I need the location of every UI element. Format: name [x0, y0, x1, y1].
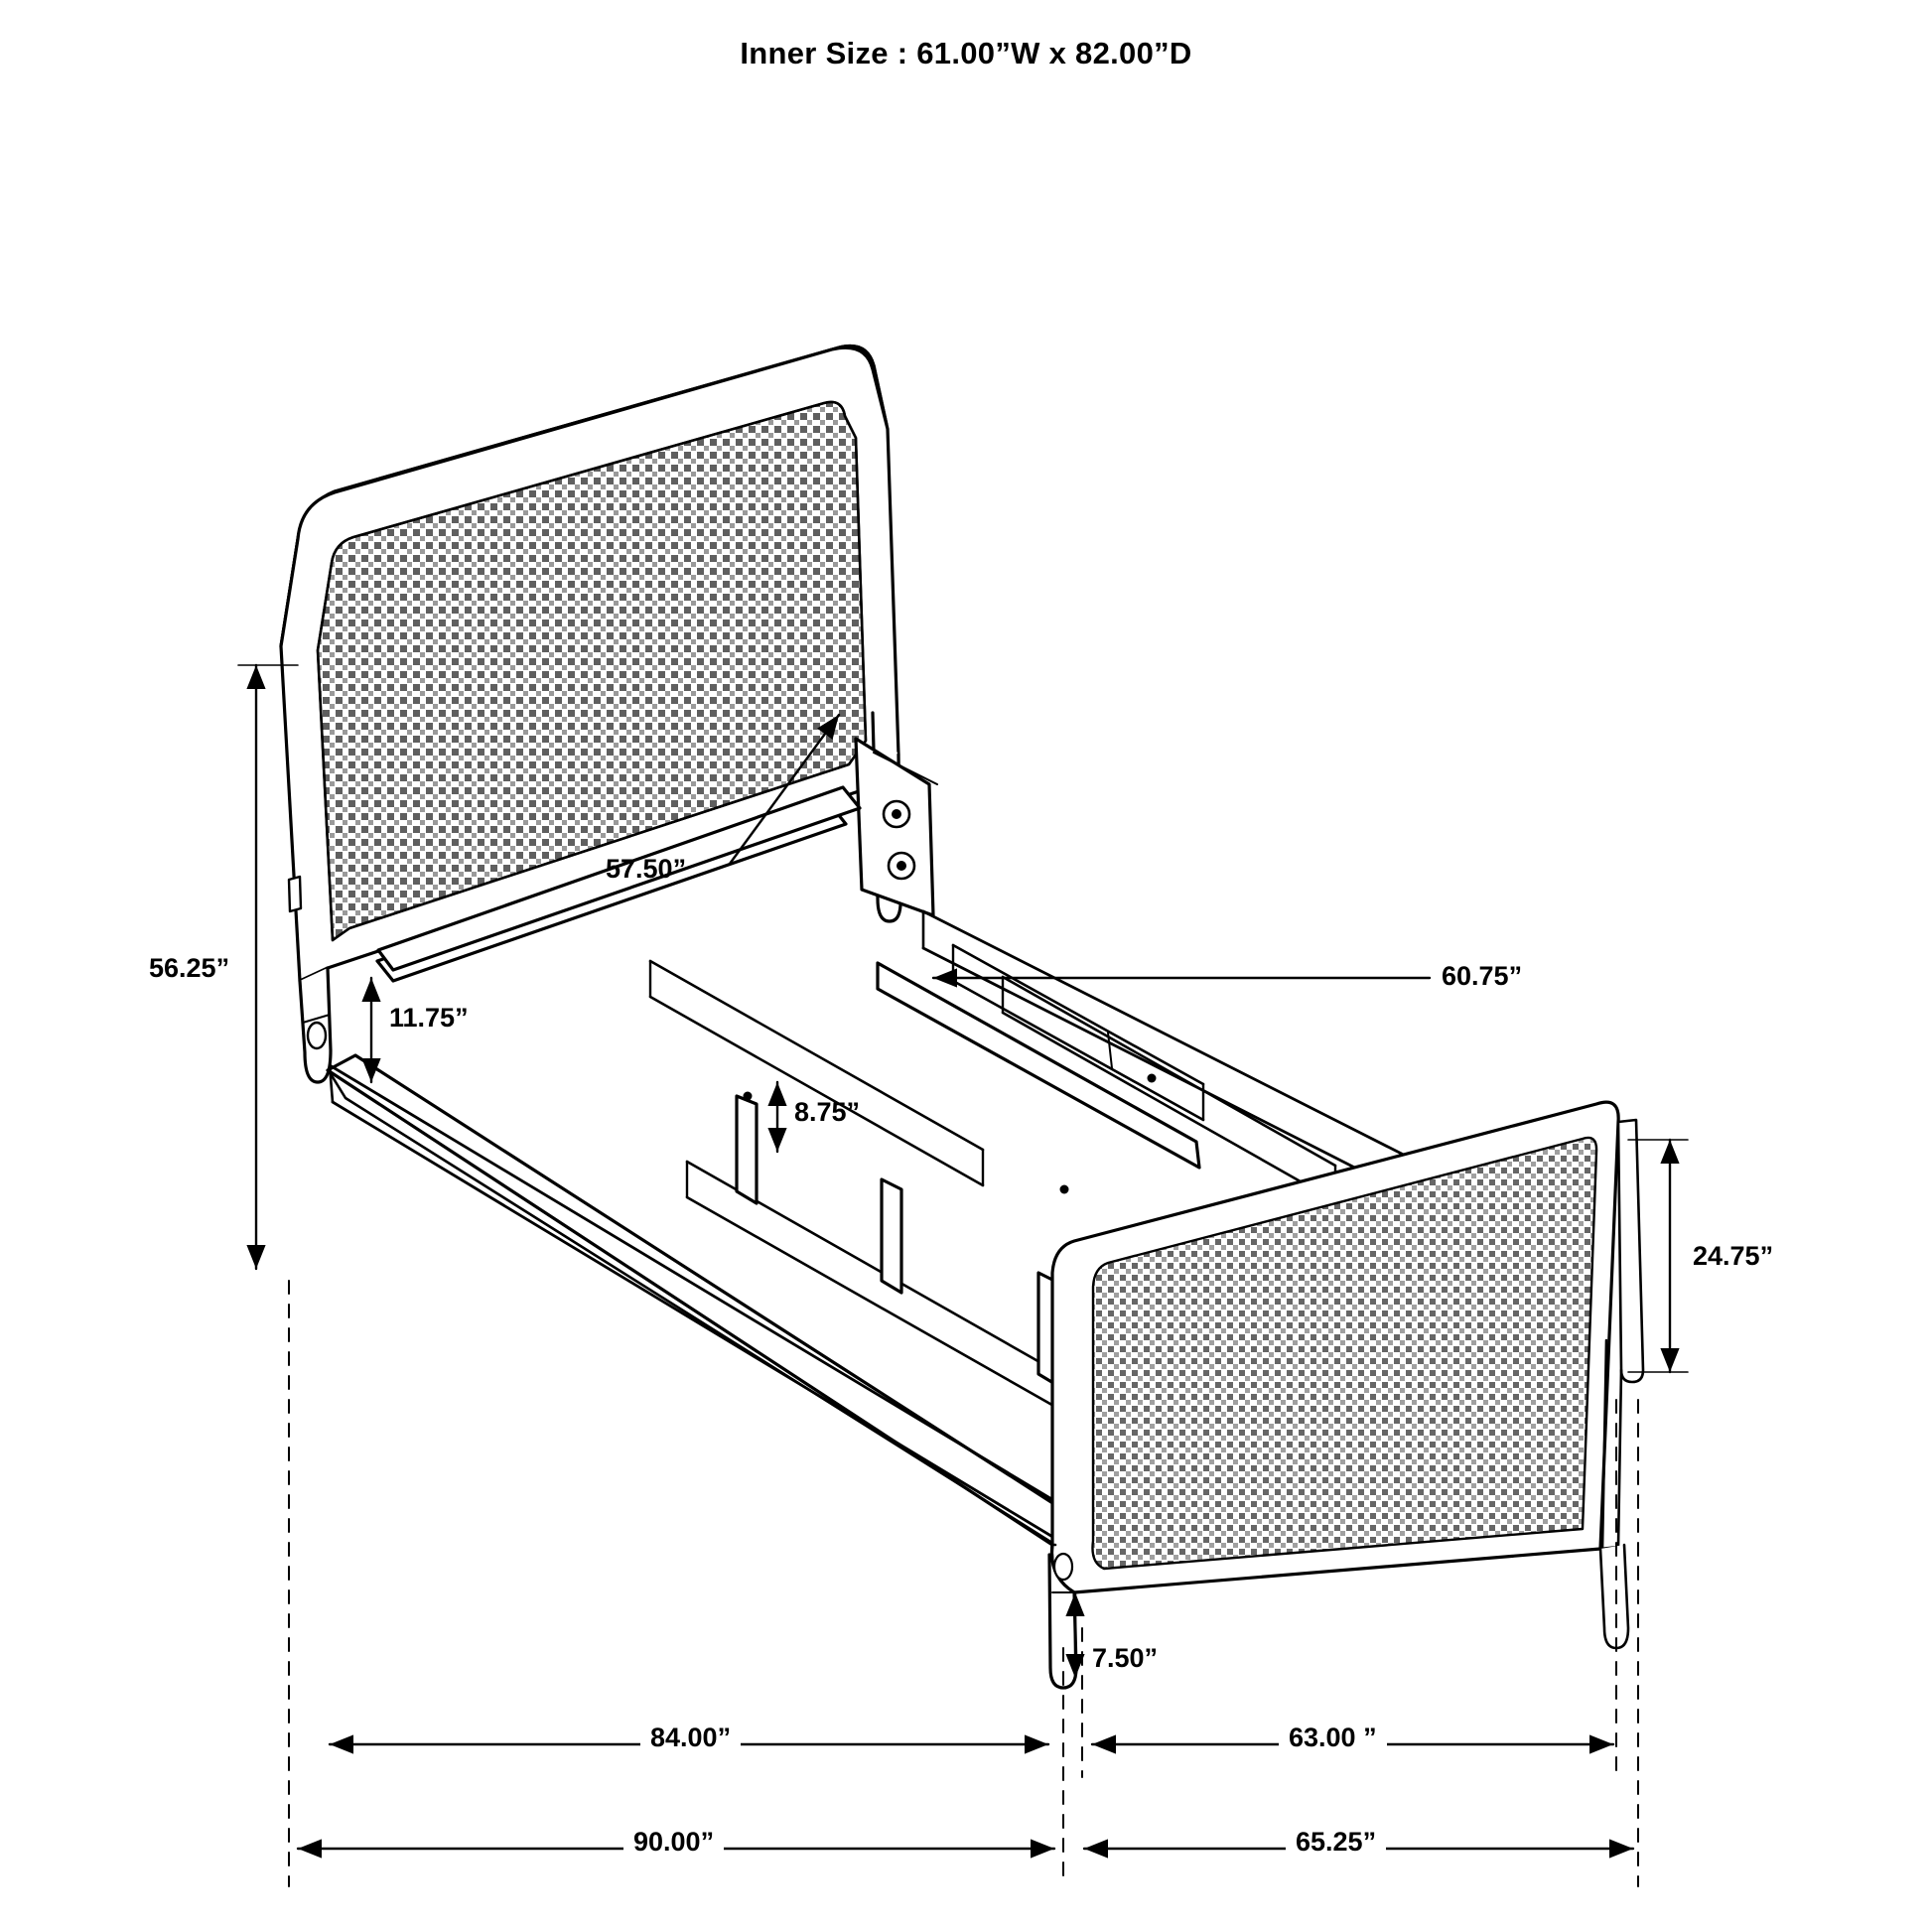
- dim-slat-height: 8.75”: [794, 1097, 861, 1127]
- dim-footboard-clearance: 7.50”: [1092, 1643, 1159, 1673]
- dim-headboard-panel-width: 57.50”: [606, 854, 687, 884]
- dim-length-6525: 65.25”: [1286, 1827, 1386, 1858]
- dim-overall-height: 56.25”: [149, 953, 230, 983]
- page-title: Inner Size : 61.00”W x 82.00”D: [740, 36, 1192, 70]
- dim-length-63: 63.00 ”: [1279, 1723, 1387, 1753]
- dim-length-84: 84.00”: [640, 1723, 741, 1753]
- dim-headboard-to-rail: 11.75”: [389, 1003, 469, 1033]
- dim-length-90: 90.00”: [623, 1827, 724, 1858]
- dim-footboard-height: 24.75”: [1693, 1241, 1774, 1271]
- dim-inner-rail-width: 60.75”: [1442, 961, 1523, 991]
